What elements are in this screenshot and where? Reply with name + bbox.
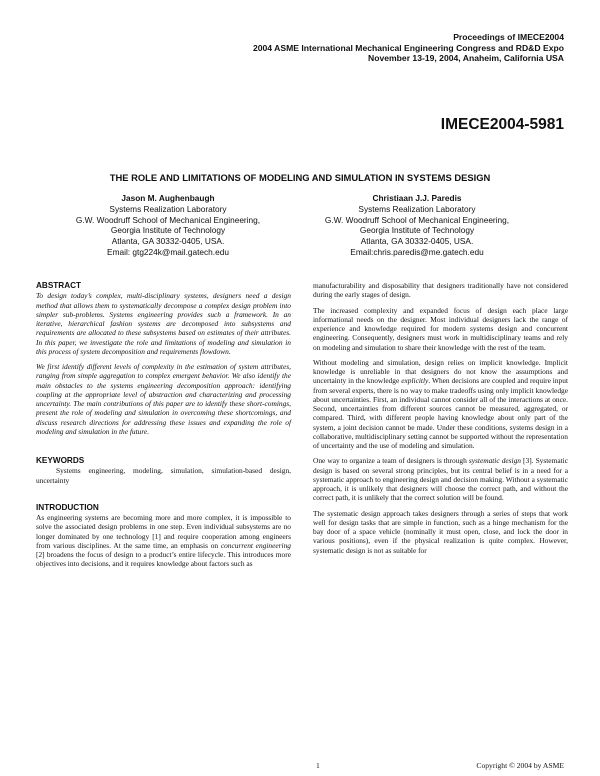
paper-title: THE ROLE AND LIMITATIONS OF MODELING AND SIMULATION IN SYSTEMS DESIGN (109, 172, 491, 183)
author-block-2 (302, 193, 532, 258)
introduction-paragraph-1: As engineering systems are becoming more and more complex, it is impossible to solve the associated design problems in one step. Even individual subsystems are no longer dominated by one technology [1] and require cooperation among engineers from various disciplines. At the same time, an emphasis on concurrent engineering [2] broadens the focus of design to a product’s entire lifecycle. This introduces more objectives into decisions, and it requires knowledge about factors such as (36, 513, 291, 569)
proceedings-line-3: November 13-19, 2004, Anaheim, California USA (368, 53, 564, 63)
abstract-paragraph-1: To design today’s complex, multi-disciplinary systems, designers need a design method that allows them to systematically decompose a complex design problem into simpler sub-problems. Systems engineering provides such a framework. In an iterative, hierarchical fashion systems are decomposed into subsystems and requirements are allocated to these subsystems based on estimates of their attributes. In this paper, we investigate the role and limitations of modeling and simulation in this process of system decomposition and requirements flowdown. (36, 291, 291, 356)
author-email: Email:chris.paredis@me.gatech.edu (350, 246, 484, 257)
body-paragraph: manufacturability and disposability that designers traditionally have not considered during the early stages of design. (313, 281, 568, 300)
proceedings-line-2: 2004 ASME International Mechanical Engineering Congress and RD&D Expo (252, 42, 564, 53)
author-school: G.W. Woodruff School of Mechanical Engineering, (75, 214, 261, 225)
page-number: 1 (316, 761, 320, 770)
copyright-notice: Copyright © 2004 by ASME (476, 761, 564, 770)
body-paragraph: One way to organize a team of designers is through systematic design [3]. Systematic design is based on several strong principles, but its central belief is in a need for a systematic approach to engineering design and decision making. Without a systematic approach, it is unlikely that designers will choose the correct path, and without the correct path, it is unlikely that the correct solution will be found. (313, 456, 569, 503)
author-city: Atlanta, GA 30332-0405, USA. (111, 236, 225, 247)
body-paragraph: Without modeling and simulation, design relies on implicit knowledge. Implicit knowledge is unreliable in that designers do not know the assumptions and uncertainty in the knowledge explicitly. When decisions are coupled and require input from several experts, there is no way to make tradeoffs using only implicit knowledge about uncertainties. First, an individual cannot consider all of the interactions at once. Second, uncertainties from different sources cannot be measured, aggregated, or compared. Third, with different people having knowledge about only part of the system, a joint decision cannot be made. Under these conditions, systems design in a collaborative, multidisciplinary setting cannot be supported without the representation of uncertainty and the use of modeling and simulation. (313, 357, 569, 450)
author-school: G.W. Woodruff School of Mechanical Engineering, (324, 214, 510, 225)
introduction-heading: INTRODUCTION (36, 502, 99, 512)
proceedings-header (253, 32, 564, 64)
right-column (313, 281, 568, 561)
author-email: Email: gtg224k@mail.gatech.edu (107, 246, 229, 257)
author-lab: Systems Realization Laboratory (358, 203, 476, 214)
author-lab: Systems Realization Laboratory (109, 203, 227, 214)
body-paragraph: The systematic design approach takes designers through a series of steps that work well for design tasks that are simple in function, such as a hinge mechanism for the bay door of a space vehicle (nominally it must open, close, and lock the door in various positions), even if the physical realization is quite complex. However, systematic design is not as suitable for (313, 508, 568, 555)
author-name: Christiaan J.J. Paredis (372, 193, 462, 203)
author-city: Atlanta, GA 30332-0405, USA. (360, 236, 474, 247)
keywords-text: Systems engineering, modeling, simulation, simulation-based design, uncertainty (36, 466, 291, 485)
emphasis-explicitly: explicitly (401, 376, 429, 386)
author-block-1 (53, 193, 283, 258)
author-institute: Georgia Institute of Technology (110, 225, 226, 236)
author-name: Jason M. Aughenbaugh (121, 193, 215, 203)
paper-id: IMECE2004-5981 (440, 116, 564, 133)
proceedings-line-1: Proceedings of IMECE2004 (453, 32, 564, 42)
left-column (36, 281, 291, 575)
body-paragraph: The increased complexity and expanded focus of design each place large informational needs on the designer. Most individual designers lack the range of experience and knowledge required for modern systems design and concurrent engineering. Consequently, designers must work in multidisciplinary teams and rely on modeling and simulation to share their knowledge with the rest of the team. (313, 305, 568, 352)
abstract-heading: ABSTRACT (36, 281, 82, 290)
author-institute: Georgia Institute of Technology (359, 225, 475, 236)
emphasis-systematic-design: systematic design (468, 456, 521, 466)
emphasis-concurrent-engineering: concurrent engineering (220, 540, 291, 550)
keywords-heading: KEYWORDS (36, 456, 85, 465)
abstract-paragraph-2: We first identify different levels of complexity in the estimation of system attributes, ranging from simple aggregation to complex emergent behavior. We also identify the main obstacles to the systems engineering decomposition approach: identifying coupling at the appropriate level of abstraction and characterizing and processing uncertainty. The main contributions of this paper are to identify these short-comings, present the role of modeling and simulation in overcoming these shortcomings, and discuss research directions for addressing these issues and expanding the role of modeling and simulation in the future. (36, 362, 291, 436)
